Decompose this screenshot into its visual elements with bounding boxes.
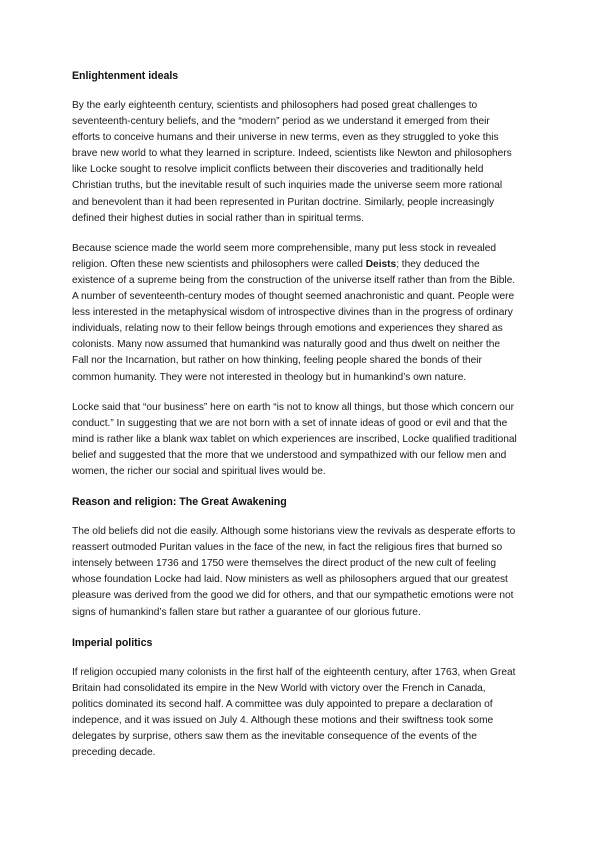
paragraph-text: ; they deduced the existence of a supreme being from the construction of the universe itself rather than from the Bible. A number of seventeenth-century modes of thought seemed anachronistic and quant. People were less interested in the metaphysical wisdom of introspective divines than in the progress of ordinary individuals, relating now to their fellow beings through emotions and experiences they shared as colonists. Many now assumed that humankind was naturally good and thus dwelt on neither the Fall nor the Incarnation, but rather on how thinking, feeling people shared the bonds of their common humanity. They were not interested in theology but in humankind’s own nature. (72, 258, 516, 383)
paragraph-deists (72, 241, 518, 386)
paragraph-text: Because science made the world seem more comprehensible, many put less stock in revealed religion. Often these new scientists and philosophers were called (72, 242, 497, 270)
section-heading-enlightenment: Enlightenment ideals (72, 70, 179, 82)
term-deists: Deists (365, 258, 397, 270)
paragraph: If religion occupied many colonists in the first half of the eighteenth century, after 1763, when Great Britain had consolidated its empire in the New World with victory over the French in Canada, politics dominated its second half. A committee was duly appointed to prepare a declaration of indepence, and it was issued on July 4. Although these motions and their swiftness took some delegates by surprise, others saw them as the inevitable consequence of the events of the preceding decade. (72, 666, 516, 759)
document-page (72, 68, 518, 775)
paragraph: Locke said that “our business” here on earth “is not to know all things, but those which concern our conduct.” In suggesting that we are not born with a set of innate ideas of good or evil and that the mind is rather like a blank wax tablet on which experiences are inscribed, Locke qualified traditional belief and suggested that the more that we understood and sympathized with our fellow men and women, the richer our social and spiritual lives would be. (72, 401, 517, 477)
section-heading-great-awakening: Reason and religion: The Great Awakening (72, 496, 287, 509)
paragraph: By the early eighteenth century, scientists and philosophers had posed great challenges to seventeenth-century beliefs, and the “modern” period as we understand it emerged from their efforts to conceive humans and their universe in new terms, even as they struggled to yoke this brave new world to what they learned in scripture. Indeed, scientists like Newton and philosophers like Locke sought to resolve implicit conflicts between their discoveries and traditionally held Christian truths, but the inevitable result of such inquiries made the universe seem more rational and benevolent than it had been represented in Puritan doctrine. Similarly, people increasingly defined their highest duties in social rather than in spiritual terms. (72, 100, 512, 224)
paragraph: The old beliefs did not die easily. Although some historians view the revivals as desperate efforts to reassert outmoded Puritan values in the face of the new, in fact the religious fires that burned so intensely between 1736 and 1750 were themselves the direct product of the new cult of feeling whose foundation Locke had laid. Now ministers as well as philosophers argued that our greatest pleasure was derived from the good we did for others, and that our sympathetic emotions were not signs of humankind’s fallen stare but rather a guarantee of our glorious future. (72, 526, 516, 618)
section-heading-imperial-politics: Imperial politics (72, 636, 153, 649)
